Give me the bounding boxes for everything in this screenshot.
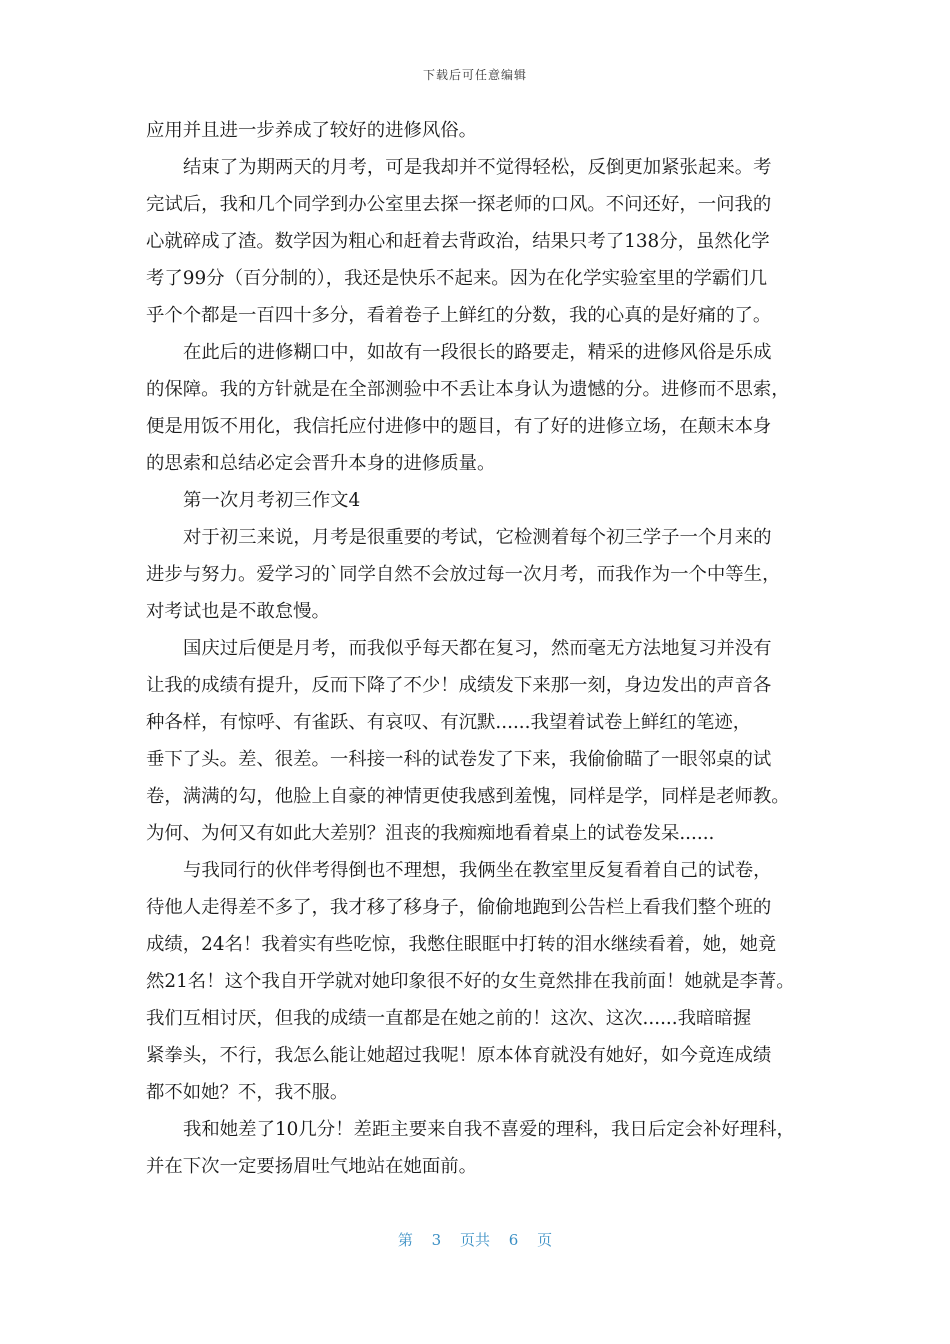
text-line: 应用并且进一步养成了较好的进修风俗。 xyxy=(146,120,478,141)
text-line: 卷，满满的勾，他脸上自豪的神情更使我感到羞愧，同样是学，同样是老师教。 xyxy=(146,786,790,807)
text-line: 我和她差了10几分！差距主要来自我不喜爱的理科，我日后定会补好理科， xyxy=(183,1119,795,1140)
text-line: 乎个个都是一百四十多分，看着卷子上鲜红的分数，我的心真的是好痛的了。 xyxy=(146,305,772,326)
text-line: 紧拳头，不行，我怎么能让她超过我呢！原本体育就没有她好，如今竟连成绩 xyxy=(146,1045,772,1066)
text-line: 垂下了头。差、很差。一科接一科的试卷发了下来，我偷偷瞄了一眼邻桌的试 xyxy=(146,749,772,770)
page-header: 下载后可任意编辑 xyxy=(422,68,527,82)
text-line: 与我同行的伙伴考得倒也不理想，我俩坐在教室里反复看着自己的试卷， xyxy=(183,860,772,881)
text-line: 然21名！这个我自开学就对她印象很不好的女生竟然排在我前面！她就是李菁。 xyxy=(146,971,795,992)
text-line: 国庆过后便是月考，而我似乎每天都在复习，然而毫无方法地复习并没有 xyxy=(183,638,772,659)
text-line: 为何、为何又有如此大差别？沮丧的我痴痴地看着桌上的试卷发呆...... xyxy=(146,823,715,844)
text-line: 种各样，有惊呼、有雀跃、有哀叹、有沉默......我望着试卷上鲜红的笔迹， xyxy=(146,712,752,733)
text-line: 便是用饭不用化，我信托应付进修中的题目，有了好的进修立场，在颠末本身 xyxy=(146,416,772,437)
text-line: 结束了为期两天的月考，可是我却并不觉得轻松，反倒更加紧张起来。考 xyxy=(183,157,772,178)
text-line: 让我的成绩有提升，反而下降了不少！成绩发下来那一刻，身边发出的声音各 xyxy=(146,675,772,696)
text-line: 待他人走得差不多了，我才移了移身子，偷偷地跑到公告栏上看我们整个班的 xyxy=(146,897,772,918)
text-line: 并在下次一定要扬眉吐气地站在她面前。 xyxy=(146,1156,478,1177)
page-number: 第 3 页共 6 页 xyxy=(397,1231,553,1249)
text-line: 完试后，我和几个同学到办公室里去探一探老师的口风。不问还好，一问我的 xyxy=(146,194,772,215)
text-line: 心就碎成了渣。数学因为粗心和赶着去背政治，结果只考了138分，虽然化学 xyxy=(146,231,770,252)
section-heading: 第一次月考初三作文4 xyxy=(183,490,361,511)
text-line: 的思索和总结必定会晋升本身的进修质量。 xyxy=(146,453,496,474)
text-line: 成绩，24名！我着实有些吃惊，我憋住眼眶中打转的泪水继续看着，她，她竟 xyxy=(146,934,777,955)
text-line: 考了99分（百分制的），我还是快乐不起来。因为在化学实验室里的学霸们几 xyxy=(146,268,768,289)
text-line: 进步与努力。爱学习的`同学自然不会放过每一次月考，而我作为一个中等生， xyxy=(146,564,781,585)
text-line: 我们互相讨厌，但我的成绩一直都是在她之前的！这次、这次......我暗暗握 xyxy=(146,1008,752,1029)
document-body xyxy=(146,112,808,1185)
text-line: 的保障。我的方针就是在全部测验中不丢让本身认为遗憾的分。进修而不思索， xyxy=(146,379,790,400)
text-line: 在此后的进修糊口中，如故有一段很长的路要走，精采的进修风俗是乐成 xyxy=(183,342,772,363)
text-line: 对考试也是不敢怠慢。 xyxy=(146,601,330,622)
text-line: 都不如她？不，我不服。 xyxy=(146,1082,349,1103)
text-line: 对于初三来说，月考是很重要的考试，它检测着每个初三学子一个月来的 xyxy=(183,527,772,548)
